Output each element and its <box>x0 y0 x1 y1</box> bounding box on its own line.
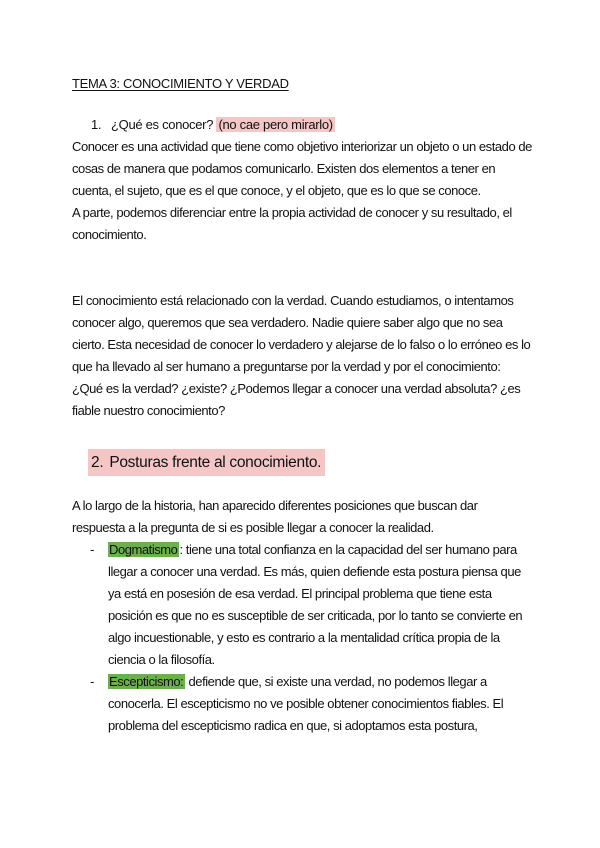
section-2-title: Posturas frente al conocimiento. <box>109 454 322 471</box>
list-item-escepticismo <box>72 671 532 737</box>
paragraph-intro: A lo largo de la historia, han aparecido diferentes posiciones que buscan dar respuesta a la pregunta de si es posible llegar a conocer la realidad. <box>72 498 478 535</box>
description-escepticismo: defiende que, si existe una verdad, no podemos llegar a conocerla. El escepticismo no ve posible obtener conocimientos fiables. El problema del escepticismo radica en que, si adoptamos esta postura, <box>108 674 504 733</box>
section-2-intro <box>72 495 532 539</box>
paragraph-truth: El conocimiento está relacionado con la verdad. Cuando estudiamos, o intentamos conocer algo, queremos que sea verdadero. Nadie quiere saber algo que no sea cierto. Esta necesidad de conocer lo verdadero y alejarse de lo falso o lo erróneo es lo que ha llevado al ser humano a preguntarse por la verdad y por el conocimiento: ¿Qué es la verdad? ¿existe? ¿Podemos llegar a conocer una verdad absoluta? ¿es fiable nuestro conocimiento? <box>72 293 531 418</box>
postures-list <box>72 539 532 737</box>
term-separator: : <box>179 542 183 557</box>
section-1-note: (no cae pero mirarlo) <box>218 117 333 132</box>
section-1-truth <box>72 290 532 422</box>
section-1-body <box>72 136 532 246</box>
bullet-dash: - <box>90 674 94 689</box>
term-dogmatismo: Dogmatismo <box>109 542 178 557</box>
bullet-dash: - <box>90 542 94 557</box>
document-title: TEMA 3: CONOCIMIENTO Y VERDAD <box>72 76 289 91</box>
paragraph-activity-result: A parte, podemos diferenciar entre la propia actividad de conocer y su resultado, el conocimiento. <box>72 205 512 242</box>
list-item-dogmatismo <box>72 539 532 671</box>
term-escepticismo: Escepticismo: <box>109 674 184 689</box>
description-dogmatismo: tiene una total confianza en la capacidad del ser humano para llegar a conocer una verdad. Es más, quien defiende esta postura piensa que ya está en posesión de esa verdad. El principal problema que tiene esta posición es que no es susceptible de ser criticada, por lo tanto se convierte en algo incuestionable, y esto es contrario a la mentalidad crítica propia de la ciencia o la filosofía. <box>108 542 523 667</box>
section-1-heading <box>91 117 335 133</box>
section-1-number: 1. <box>91 117 102 132</box>
section-1-title: ¿Qué es conocer? <box>111 117 214 132</box>
paragraph-definition: Conocer es una actividad que tiene como objetivo interiorizar un objeto o un estado de cosas de manera que podamos comunicarlo. Existen dos elementos a tener en cuenta, el sujeto, que es el que conoce, y el objeto, que es lo que se conoce. <box>72 139 532 198</box>
section-2-heading <box>88 449 325 476</box>
section-2-number: 2. <box>91 454 104 471</box>
